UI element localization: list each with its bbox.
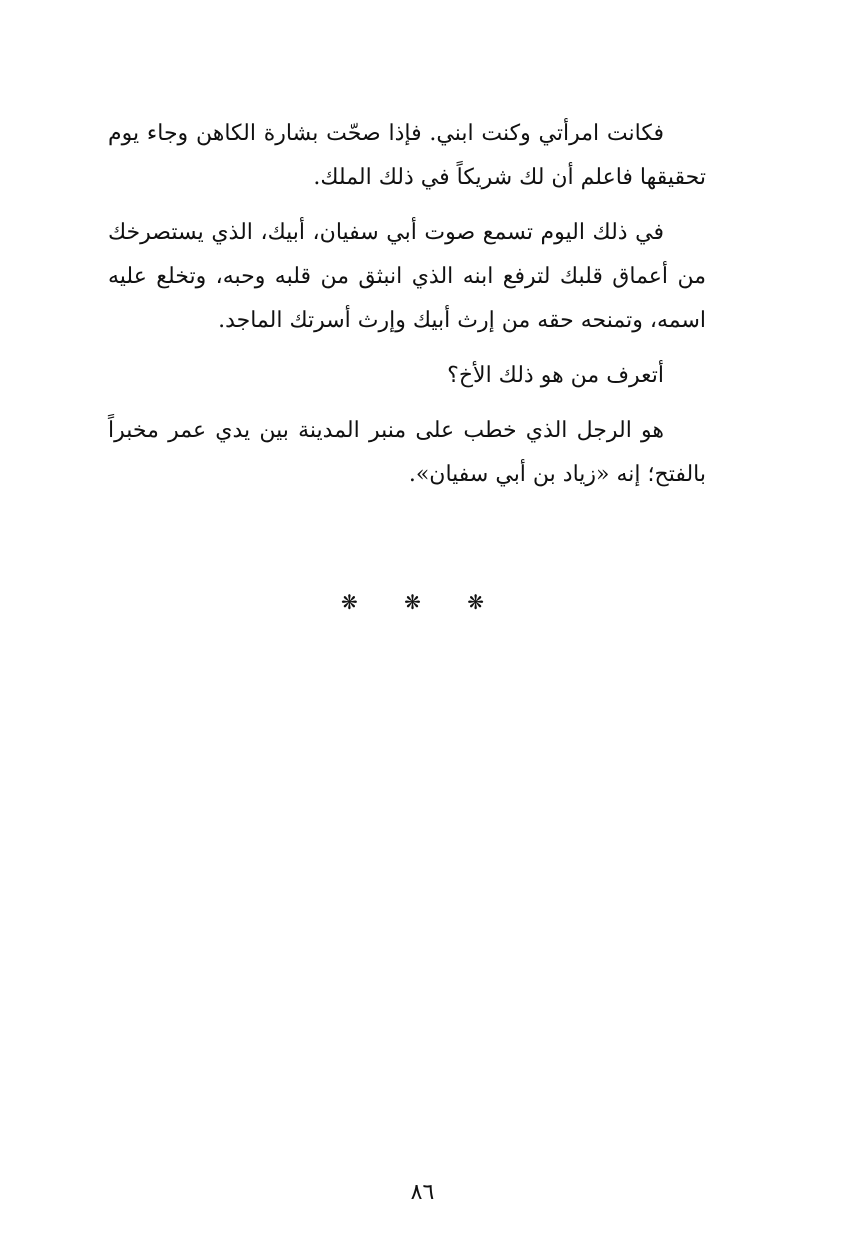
paragraph-3: أتعرف من هو ذلك الأخ؟: [447, 363, 664, 388]
body-text: [108, 112, 706, 508]
page-number: ٨٦: [410, 1180, 435, 1205]
paragraph-2: في ذلك اليوم تسمع صوت أبي سفيان، أبيك، الذي يستصرخك من أعماق قلبك لترفع ابنه الذي انبثق من قلبه وحبه، وتخلع عليه اسمه، وتمنحه حقه من إرث أبيك وإرث أسرتك الماجد.: [108, 220, 706, 333]
paragraph-4: هو الرجل الذي خطب على منبر المدينة بين يدي عمر مخبراً بالفتح؛ إنه «زياد بن أبي سفيان».: [108, 418, 706, 487]
paragraph-1: فكانت امرأتي وكنت ابني. فإذا صحّت بشارة الكاهن وجاء يوم تحقيقها فاعلم أن لك شريكاً في ذلك الملك.: [108, 121, 706, 190]
section-divider-ornament: ❋ ❋ ❋: [341, 590, 504, 614]
